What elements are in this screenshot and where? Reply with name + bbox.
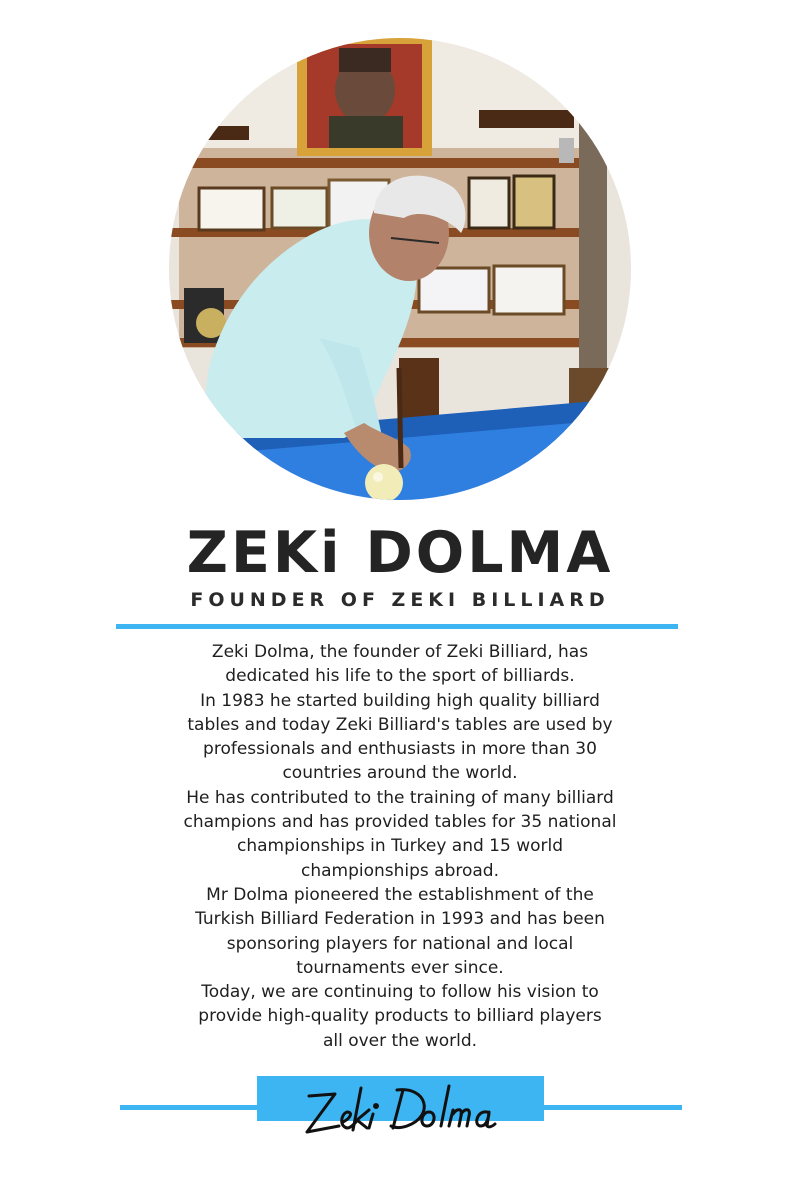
bio-line: champions and has provided tables for 35 national	[183, 812, 617, 833]
bio-line: Zeki Dolma, the founder of Zeki Billiard, has	[211, 642, 589, 662]
bio-line: countries around the world.	[282, 763, 518, 784]
divider-signature-right	[542, 1105, 682, 1110]
person-name: ZEKi DOLMA	[186, 520, 614, 586]
bio-line: sponsoring players for national and local	[226, 933, 574, 954]
signature-banner	[257, 1076, 544, 1121]
bio-line: professionals and enthusiasts in more than 30	[203, 739, 597, 760]
bio-line: all over the world.	[322, 1030, 478, 1051]
bio-line: tournaments ever since.	[296, 957, 504, 978]
bio-line: provide high-quality products to billiard players	[198, 1006, 602, 1027]
bio-text	[120, 640, 680, 1053]
bio-line: He has contributed to the training of many billiard	[186, 787, 614, 808]
portrait-photo	[169, 38, 631, 500]
bio-line: tables and today Zeki Billiard's tables are used by	[187, 714, 613, 735]
bio-line: Today, we are continuing to follow his vision to	[201, 982, 599, 1003]
bio-line: dedicated his life to the sport of billiards.	[225, 666, 575, 687]
bio-line: championships abroad.	[300, 860, 500, 881]
signature	[257, 1066, 544, 1146]
bio-line: championships in Turkey and 15 world	[236, 836, 564, 857]
divider-signature-left	[120, 1105, 260, 1110]
bio-line: Mr Dolma pioneered the establishment of the	[206, 884, 594, 905]
bio-line: In 1983 he started building high quality billiard	[200, 690, 600, 711]
bio-line: Turkish Billiard Federation in 1993 and has been	[195, 909, 605, 930]
person-title: FOUNDER OF ZEKI BILLIARD	[190, 589, 610, 611]
divider-top	[116, 624, 678, 629]
